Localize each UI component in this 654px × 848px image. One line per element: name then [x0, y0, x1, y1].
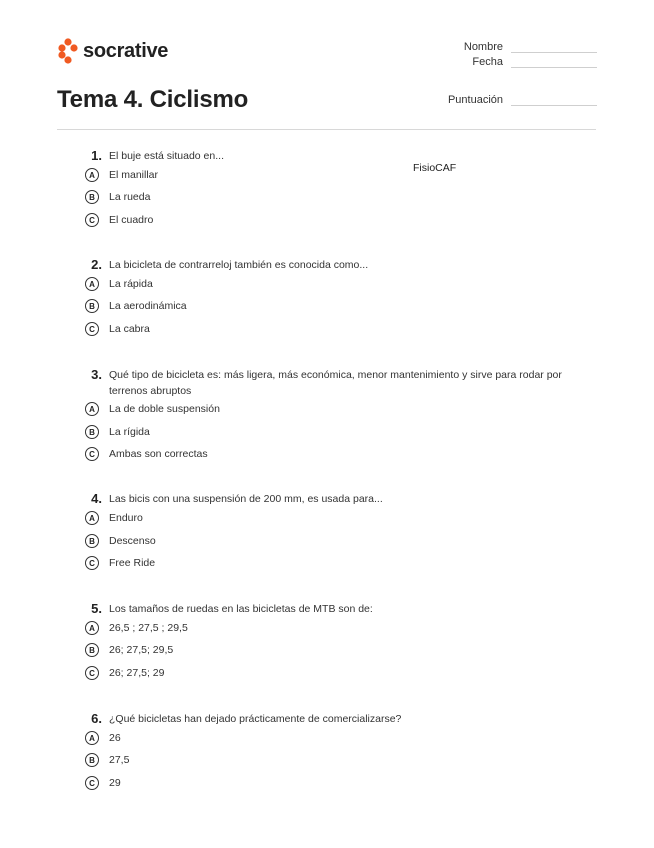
- socrative-logo-icon: [57, 38, 79, 64]
- option-c: [85, 322, 150, 336]
- option-text: La rápida: [109, 278, 153, 290]
- name-label: Nombre: [463, 41, 503, 53]
- header-divider: [57, 129, 596, 130]
- question-number: 1.: [91, 148, 102, 163]
- option-a: [85, 402, 220, 416]
- option-c: [85, 666, 164, 680]
- logo: [57, 38, 168, 64]
- brand-name: socrative: [83, 39, 169, 62]
- option-text: La rueda: [109, 191, 151, 203]
- option-letter-b: B: [85, 190, 99, 204]
- score-field: [420, 94, 597, 106]
- option-text: Descenso: [109, 535, 156, 547]
- option-a: [85, 731, 121, 745]
- option-a: [85, 621, 188, 635]
- option-b: [85, 534, 156, 548]
- option-text: 26: [109, 732, 121, 744]
- option-letter-a: A: [85, 621, 99, 635]
- quiz-title: Tema 4. Ciclismo: [57, 86, 249, 113]
- option-text: La de doble suspensión: [109, 403, 220, 415]
- question-number: 6.: [91, 711, 102, 726]
- option-letter-c: C: [85, 666, 99, 680]
- option-text: El manillar: [109, 169, 159, 181]
- option-b: [85, 425, 150, 439]
- option-text: 26; 27,5; 29: [109, 667, 165, 679]
- option-text: Enduro: [109, 512, 143, 524]
- question-text: Las bicis con una suspensión de 200 mm, es usada para...: [109, 493, 383, 505]
- option-c: [85, 447, 208, 461]
- name-field: [440, 41, 597, 53]
- question-number: 2.: [91, 257, 102, 272]
- date-field: [440, 56, 597, 68]
- option-text: La cabra: [109, 323, 150, 335]
- question-text: El buje está situado en...: [109, 150, 224, 162]
- option-a: [85, 277, 153, 291]
- option-letter-a: A: [85, 168, 99, 182]
- option-b: [85, 753, 129, 767]
- option-letter-b: B: [85, 534, 99, 548]
- option-letter-b: B: [85, 299, 99, 313]
- annotation-text: FisioCAF: [413, 162, 457, 174]
- option-letter-b: B: [85, 643, 99, 657]
- option-letter-c: C: [85, 776, 99, 790]
- option-a: [85, 168, 158, 182]
- option-text: Free Ride: [109, 557, 156, 569]
- option-text: El cuadro: [109, 214, 154, 226]
- question-text: ¿Qué bicicletas han dejado prácticamente de comercializarse?: [109, 713, 402, 725]
- option-text: Ambas son correctas: [109, 448, 208, 460]
- score-label: Puntuación: [447, 94, 503, 106]
- date-label: Fecha: [472, 56, 503, 68]
- question-number: 3.: [91, 367, 102, 382]
- option-letter-a: A: [85, 511, 99, 525]
- option-text: 29: [109, 777, 121, 789]
- question-number: 4.: [91, 491, 102, 506]
- option-letter-c: C: [85, 447, 99, 461]
- question-text: La bicicleta de contrarreloj también es conocida como...: [109, 259, 369, 271]
- option-c: [85, 213, 153, 227]
- option-letter-c: C: [85, 322, 99, 336]
- option-c: [85, 776, 121, 790]
- option-text: 27,5: [109, 754, 130, 766]
- option-letter-a: A: [85, 277, 99, 291]
- option-c: [85, 556, 155, 570]
- option-letter-b: B: [85, 425, 99, 439]
- option-letter-a: A: [85, 731, 99, 745]
- question-text: Los tamaños de ruedas en las bicicletas de MTB son de:: [109, 603, 373, 615]
- date-line: [511, 59, 597, 68]
- option-letter-c: C: [85, 556, 99, 570]
- option-letter-b: B: [85, 753, 99, 767]
- option-b: [85, 190, 150, 204]
- option-text: La aerodinámica: [109, 300, 187, 312]
- question-number: 5.: [91, 601, 102, 616]
- option-b: [85, 299, 187, 313]
- option-letter-a: A: [85, 402, 99, 416]
- option-text: 26,5 ; 27,5 ; 29,5: [109, 622, 188, 634]
- option-text: La rígida: [109, 426, 150, 438]
- option-b: [85, 643, 173, 657]
- name-line: [511, 44, 597, 53]
- option-letter-c: C: [85, 213, 99, 227]
- option-text: 26; 27,5; 29,5: [109, 644, 174, 656]
- option-a: [85, 511, 143, 525]
- score-line: [511, 97, 597, 106]
- question-text: Qué tipo de bicicleta es: más ligera, más económica, menor mantenimiento y sirve para rodar por terrenos abruptos: [109, 369, 562, 397]
